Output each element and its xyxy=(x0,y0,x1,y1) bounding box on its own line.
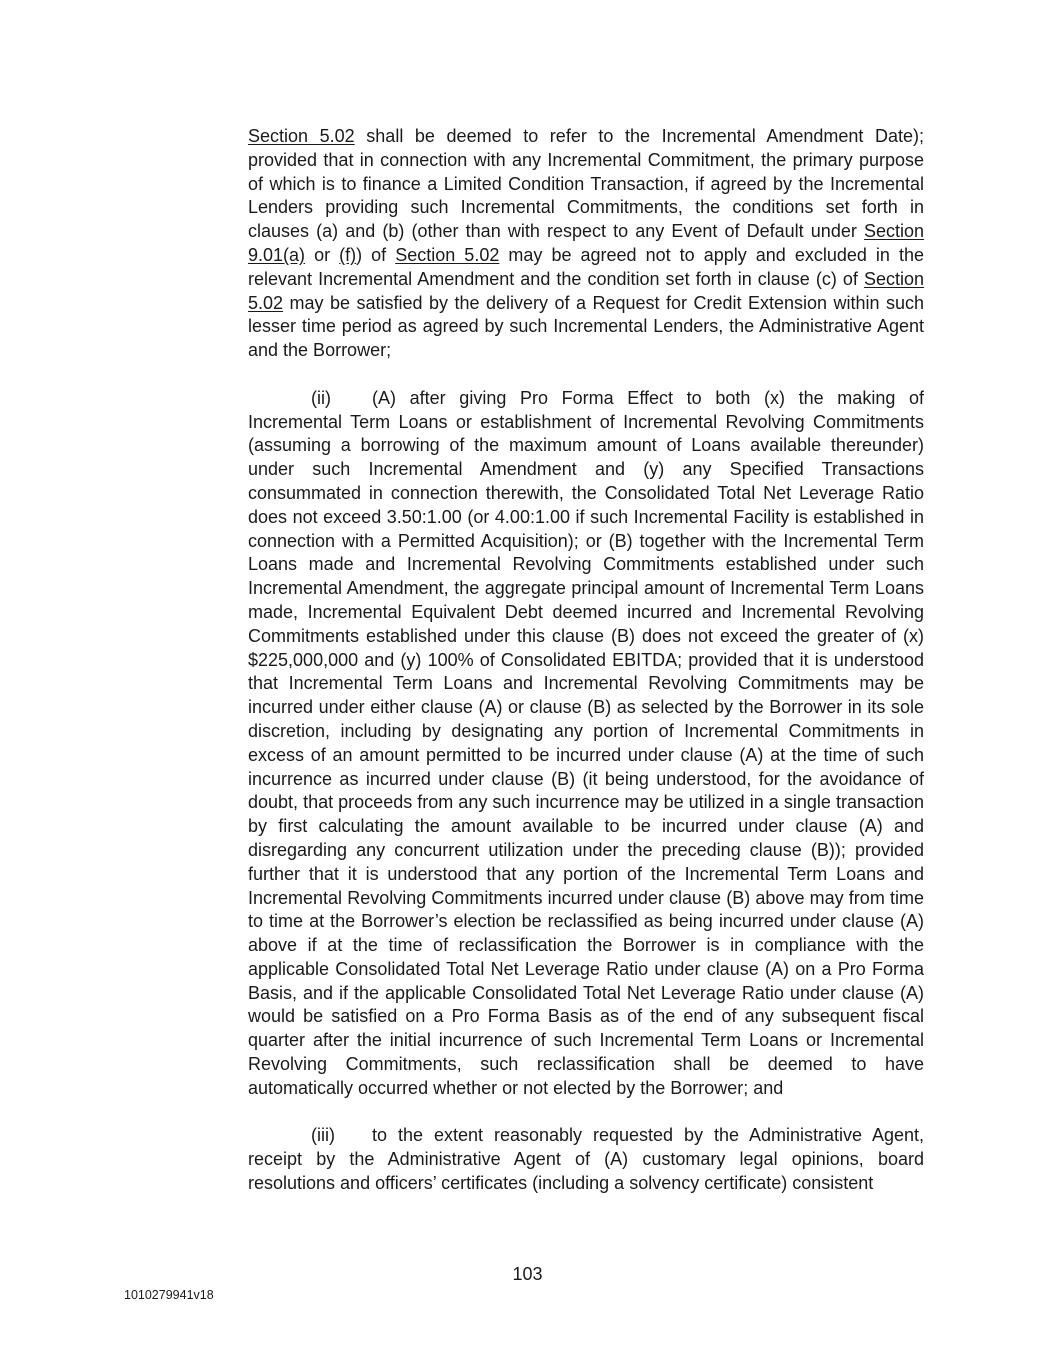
paragraph-text: to the extent reasonably requested by the Administrative Agent, receipt by the Administrative Agent of (A) customary legal opinions, board resolutions and officers’ certificates (including a solvency certificate) consistent xyxy=(248,1125,924,1194)
section-reference: Section 5.02 xyxy=(248,126,355,146)
paragraph-ii xyxy=(248,387,924,1101)
section-reference: Section 5.02 xyxy=(395,244,500,265)
paragraph-text: shall be deemed to refer to the Incremental Amendment Date); provided that in connection with any Incremental Commitment, the primary purpose of which is to finance a Limited Condition Transaction, if agreed by the Incremental Lenders providing such Incremental Commitments, the conditions set forth in clauses (a) and (b) (other than with respect to any Event of Default under xyxy=(248,126,924,242)
section-reference: Section 9.01(a) xyxy=(248,221,924,265)
section-reference: (f) xyxy=(339,244,357,265)
paragraph-text: ) of xyxy=(356,244,396,265)
section-reference: Section 5.02 xyxy=(248,268,924,313)
paragraph-i-continuation xyxy=(248,125,924,363)
document-body xyxy=(248,125,924,1196)
paragraph-iii xyxy=(248,1124,924,1195)
paragraph-text: may be satisfied by the delivery of a Request for Credit Extension within such lesser time period as agreed by such Incremental Lenders, the Administrative Agent and the Borrower; xyxy=(248,292,924,361)
paragraph-text: or xyxy=(305,244,340,265)
page-number: 103 xyxy=(512,1264,543,1284)
document-id: 1010279941v18 xyxy=(124,1288,214,1302)
paragraph-number: (ii) xyxy=(311,387,331,408)
paragraph-text: (A) after giving Pro Forma Effect to both (x) the making of Incremental Term Loans or establishment of Incremental Revolving Commitments (assuming a borrowing of the maximum amount of Loans available thereunder) under such Incremental Amendment and (y) any Specified Transactions consummated in connection therewith, the Consolidated Total Net Leverage Ratio does not exceed 3.50:1.00 (or 4.00:1.00 if such Incremental Facility is established in connection with a Permitted Acquisition); or (B) together with the Incremental Term Loans made and Incremental Revolving Commitments established under such Incremental Amendment, the aggregate principal amount of Incremental Term Loans made, Incremental Equivalent Debt deemed incurred and Incremental Revolving Commitments established under this clause (B) does not exceed the greater of (x) $225,000,000 and (y) 100% of Consolidated EBITDA; provided that it is understood that Incremental Term Loans and Incremental Revolving Commitments may be incurred under either clause (A) or clause (B) as selected by the Borrower in its sole discretion, including by designating any portion of Incremental Commitments in excess of an amount permitted to be incurred under clause (A) at the time of such incurrence as incurred under clause (B) (it being understood, for the avoidance of doubt, that proceeds from any such incurrence may be utilized in a single transaction by first calculating the amount available to be incurred under clause (A) and disregarding any concurrent utilization under the preceding clause (B)); provided further that it is understood that any portion of the Incremental Term Loans and Incremental Revolving Commitments incurred under clause (B) above may from time to time at the Borrower’s election be reclassified as being incurred under clause (A) above if at the time of reclassification the Borrower is in compliance with the applicable Consolidated Total Net Leverage Ratio under clause (A) on a Pro Forma Basis, and if the applicable Consolidated Total Net Leverage Ratio under clause (A) would be satisfied on a Pro Forma Basis as of the end of any subsequent fiscal quarter after the initial incurrence of such Incremental Term Loans or Incremental Revolving Commitments, such reclassification shall be deemed to have automatically occurred whether or not elected by the Borrower; and xyxy=(248,387,924,1098)
paragraph-number: (iii) xyxy=(311,1125,335,1146)
paragraph-text: may be agreed not to apply and excluded in the relevant Incremental Amendment and the condition set forth in clause (c) of xyxy=(248,244,925,289)
